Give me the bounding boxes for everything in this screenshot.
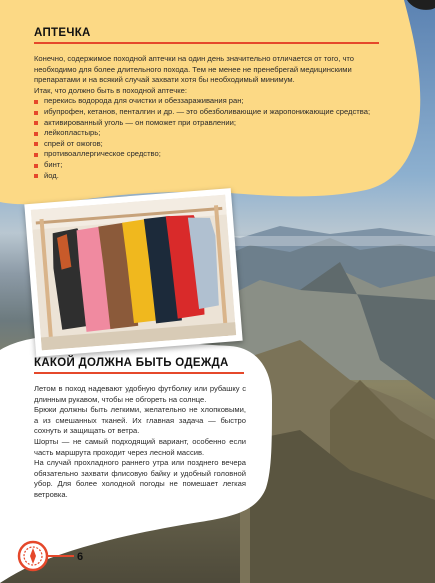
intro-paragraph: Конечно, содержимое походной аптечки на один день значительно отличается от того, что необходимо для более длительного похода. Тем не менее не пренебрегай медицинскими препаратами и на всякий случай захвати хотя бы необходимый минимум. <box>34 54 355 85</box>
list-item: перекись водорода для очистки и обеззараживания ран; <box>34 96 396 107</box>
list-item: ибупрофен, кетанов, пенталгин и др. — это обезболивающие и жаропонижающие средства; <box>34 107 396 118</box>
section-title-clothing: КАКОЙ ДОЛЖНА БЫТЬ ОДЕЖДА <box>34 357 229 369</box>
clothing-paragraph: Летом в поход надевают удобную футболку или рубашку с длинным рукавом, чтобы не обгореть на солнце. <box>34 384 246 404</box>
title-underline <box>34 372 244 374</box>
corner-decoration <box>403 0 435 14</box>
list-item: активированный уголь — он поможет при отравлении; <box>34 118 396 129</box>
list-item: лейкопластырь; <box>34 128 396 139</box>
jackets-on-rack-image <box>31 195 236 351</box>
first-aid-section <box>24 26 396 181</box>
title-underline <box>34 42 379 44</box>
page-number: 6 <box>77 551 84 563</box>
list-item: противоаллергическое средство; <box>34 149 396 160</box>
clothing-section <box>34 356 246 501</box>
clothing-paragraph: На случай прохладного раннего утра или позднего вечера обязательно захвати флисовую байку и удобный головной убор. Для более холодной погоды не помешает легкая ветровка. <box>34 458 246 499</box>
section-title-first-aid: АПТЕЧКА <box>34 27 91 39</box>
first-aid-list <box>24 96 396 181</box>
list-item: бинт; <box>34 160 396 171</box>
clothing-paragraph: Брюки должны быть легкими, желательно не хлопковыми, а из смешанных тканей. Их главная задача — быстро сохнуть и защищать от ветра. <box>34 405 246 436</box>
clothing-paragraph: Шорты — не самый подходящий вариант, особенно если часть маршрута проходит через лесной массив. <box>34 436 246 457</box>
footer-bar <box>16 540 86 574</box>
list-item: йод. <box>34 171 396 182</box>
list-lead: Итак, что должно быть в походной аптечке: <box>34 85 187 95</box>
clothing-photo <box>24 188 242 357</box>
list-item: спрей от ожогов; <box>34 139 396 150</box>
